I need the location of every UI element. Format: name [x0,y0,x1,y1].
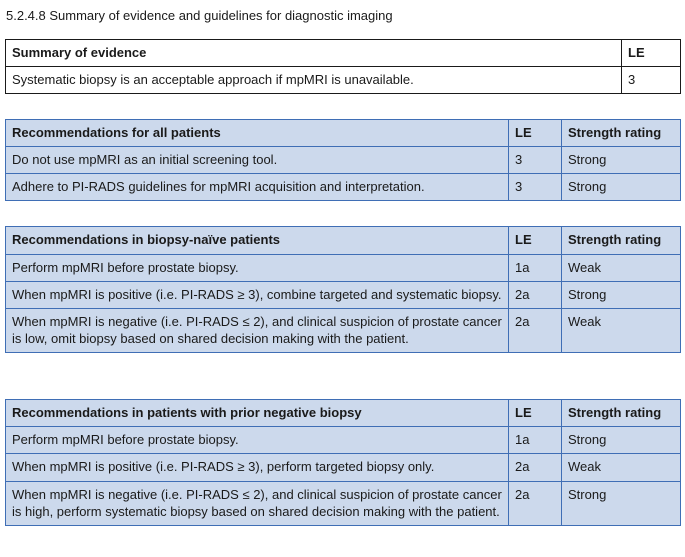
recommendation-text: Perform mpMRI before prostate biopsy. [6,427,509,454]
recommendation-text: When mpMRI is negative (i.e. PI-RADS ≤ 2), and clinical suspicion of prostate cancer is low, omit biopsy based on shared decision making with the patient. [6,308,509,352]
table-header-row [6,400,681,427]
table-title: Recommendations in biopsy-naïve patients [6,227,509,254]
le-value: 3 [509,174,562,201]
le-column-header: LE [622,39,681,66]
recommendation-text: When mpMRI is negative (i.e. PI-RADS ≤ 2), and clinical suspicion of prostate cancer is high, perform systematic biopsy based on shared decision making with the patient. [6,481,509,525]
evidence-statement: Systematic biopsy is an acceptable approach if mpMRI is unavailable. [6,66,622,93]
table-title: Recommendations in patients with prior negative biopsy [6,400,509,427]
section-heading: 5.2.4.8 Summary of evidence and guidelines for diagnostic imaging [6,8,393,23]
strength-value: Strong [562,481,681,525]
recommendation-text: Do not use mpMRI as an initial screening tool. [6,147,509,174]
le-column-header: LE [509,119,562,146]
strength-value: Strong [562,427,681,454]
recommendations-biopsy-naive-table [5,226,681,353]
strength-column-header: Strength rating [562,119,681,146]
table-row [6,281,681,308]
recommendation-text: When mpMRI is positive (i.e. PI-RADS ≥ 3), combine targeted and systematic biopsy. [6,281,509,308]
le-value: 2a [509,308,562,352]
strength-value: Strong [562,147,681,174]
recommendation-text: Adhere to PI-RADS guidelines for mpMRI acquisition and interpretation. [6,174,509,201]
recommendations-all-patients-table [5,119,681,201]
le-column-header: LE [509,227,562,254]
table-header-row [6,119,681,146]
table-header-row [6,39,681,66]
summary-of-evidence-table [5,39,681,94]
table-row [6,66,681,93]
strength-value: Strong [562,174,681,201]
strength-value: Weak [562,254,681,281]
le-value: 3 [509,147,562,174]
table-row [6,308,681,352]
strength-value: Weak [562,454,681,481]
evidence-table-title: Summary of evidence [6,39,622,66]
strength-column-header: Strength rating [562,400,681,427]
strength-column-header: Strength rating [562,227,681,254]
strength-value: Strong [562,281,681,308]
le-value: 2a [509,281,562,308]
le-column-header: LE [509,400,562,427]
recommendation-text: When mpMRI is positive (i.e. PI-RADS ≥ 3), perform targeted biopsy only. [6,454,509,481]
table-row [6,254,681,281]
table-row [6,481,681,525]
table-row [6,174,681,201]
le-value: 3 [622,66,681,93]
table-header-row [6,227,681,254]
le-value: 1a [509,254,562,281]
le-value: 1a [509,427,562,454]
le-value: 2a [509,481,562,525]
recommendation-text: Perform mpMRI before prostate biopsy. [6,254,509,281]
le-value: 2a [509,454,562,481]
table-row [6,427,681,454]
table-row [6,147,681,174]
recommendations-prior-negative-biopsy-table [5,399,681,526]
table-row [6,454,681,481]
table-title: Recommendations for all patients [6,119,509,146]
strength-value: Weak [562,308,681,352]
